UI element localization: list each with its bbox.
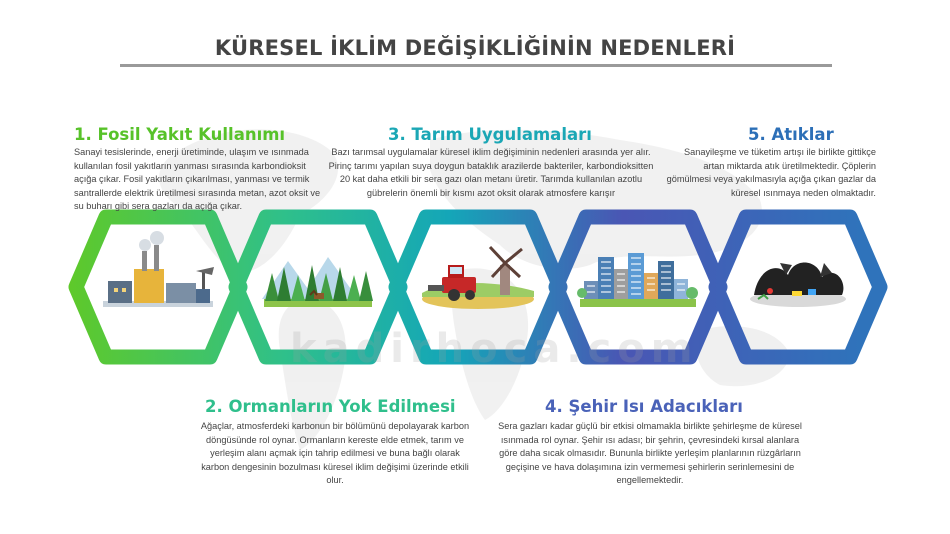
cause-3-description: Bazı tarımsal uygulamalar küresel iklim değişiminin nedenleri arasında yer alır. Pirinç tarımı yapılan suya doygun bataklık arazilerde bakteriler, karbondioksitten 20 kat daha etkili bir sera gazı olan metanı üretir. Tarımda kullanılan azotlu gübrelerin önemli bir kısmı azot oksit olarak atmosfere karışır <box>328 147 654 198</box>
cause-4-heading: 4. Şehir Isı Adacıkları <box>545 397 743 416</box>
cause-5-description: Sanayileşme ve tüketim artışı ile birlikte gittikçe artan miktarda atık üretilmektedir. Çöplerin gömülmesi veya yakılmasıyla açığa çıkan gazlar da küresel ısınmaya neden olmaktadır. <box>666 147 876 198</box>
cause-2-heading: 2. Ormanların Yok Edilmesi <box>205 397 456 416</box>
cause-3-heading: 3. Tarım Uygulamaları <box>388 125 592 144</box>
cause-2-description: Ağaçlar, atmosferdeki karbonun bir bölümünü depolayarak karbon döngüsünde rol oynar. Ormanların kereste elde etmek, tarım ve yerleşim alanı açmak için tahrip edilmesi ve buna bağlı olarak karbon dengesinin bozulması küresel iklim değişimi üzerinde etkili olur. <box>200 421 470 486</box>
factory-icon <box>103 231 214 307</box>
cause-4-description: Sera gazları kadar güçlü bir etkisi olmamakla birlikte şehirleşme de küresel ısınmada rol oynar. Şehir ısı adası; bir şehrin, çevresindeki kırsal alanlara göre daha sıcak olmasıdır. Bununla birlikte yerleşim planlarının rüzgârların geçişine ve hava dolaşımına izin vermemesi şehirlerin serinlemesini de engellemektedir. <box>498 421 802 486</box>
cause-5-heading: 5. Atıklar <box>748 125 834 144</box>
cause-1-description: Sanayi tesislerinde, enerji üretiminde, ulaşım ve ısınmada kullanılan fosil yakıtların yanması sırasında karbondioksit açığa çıkar. Fosil yakıtların çıkarılması, yanması ve termik santrallerde elektrik üretilmesi sırasında metan, azot oksit ve su buharı gibi sera gazları da açığa çıkar. <box>74 147 321 212</box>
page-title: KÜRESEL İKLİM DEĞİŞİKLİĞİNİN NEDENLERİ <box>214 36 736 60</box>
watermark: kadirhoca.com <box>290 326 699 372</box>
garbage-icon <box>750 262 846 307</box>
forest-icon <box>262 257 373 307</box>
cause-1-heading: 1. Fosil Yakıt Kullanımı <box>74 125 286 144</box>
